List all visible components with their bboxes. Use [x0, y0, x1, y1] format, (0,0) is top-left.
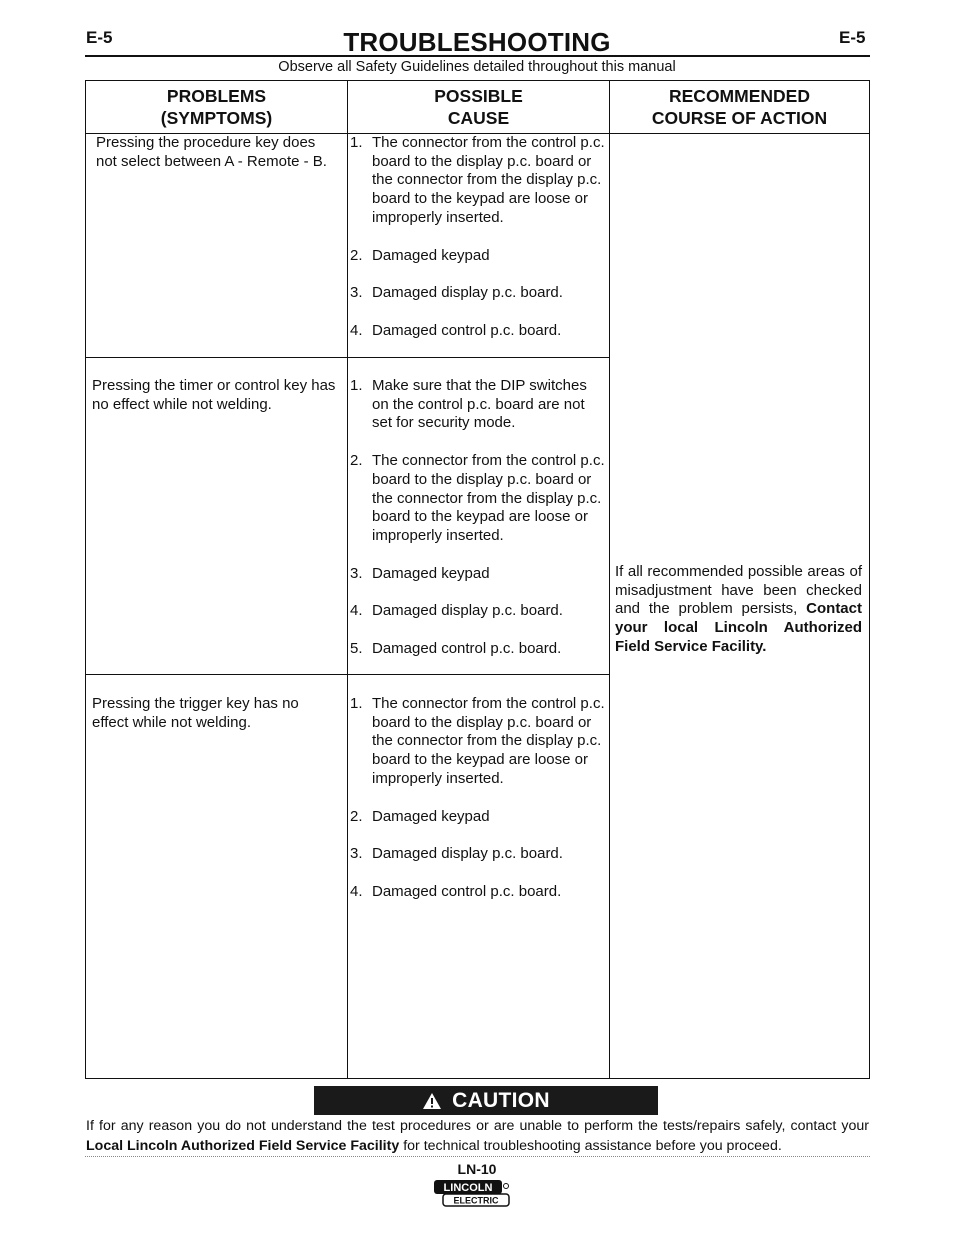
problem-2-line2: no effect while not welding.	[92, 395, 272, 413]
header-action-line2: COURSE OF ACTION	[651, 107, 828, 128]
caution-text-part1: If for any reason you do not understand the test procedures or are unable to perform the tests/repairs safely, contact your	[86, 1118, 869, 1134]
cause-number: 2.	[350, 246, 363, 264]
cause-number: 2.	[350, 452, 363, 470]
caution-text-bold: Local Lincoln Authorized Field Service Facility	[86, 1137, 400, 1154]
cause-item	[350, 602, 606, 621]
cause-number: 1.	[350, 377, 363, 394]
problem-1-line1: Pressing the procedure key does	[96, 134, 316, 151]
cause-list-2	[350, 377, 606, 678]
cause-text: Damaged control p.c. board.	[372, 640, 562, 658]
cause-item	[350, 808, 606, 827]
warning-triangle-icon	[422, 1092, 442, 1110]
cause-text: Damaged display p.c. board.	[372, 602, 563, 620]
page-code-right: E-5	[839, 28, 866, 47]
cause-number: 5.	[350, 640, 363, 658]
cause-list-3	[350, 695, 606, 921]
title-rule	[85, 55, 870, 57]
header-cause-line1: POSSIBLE	[434, 85, 523, 106]
cause-text: Damaged keypad	[372, 564, 490, 582]
header-cause-line2: CAUSE	[447, 107, 510, 128]
problem-3-line2: effect while not welding.	[92, 713, 251, 731]
cause-text: Damaged control p.c. board.	[372, 882, 562, 900]
cause-number: 3.	[350, 845, 363, 863]
cause-item	[350, 640, 606, 659]
cause-number: 3.	[350, 564, 363, 582]
cause-text: Damaged control p.c. board.	[372, 321, 562, 339]
problem-2-line1: Pressing the timer or control key has	[92, 377, 336, 394]
problem-3	[92, 695, 342, 732]
header-action-line1: RECOMMENDED	[669, 85, 810, 106]
cause-item	[350, 322, 606, 341]
cause-text: Damaged display p.c. board.	[372, 845, 563, 863]
lincoln-electric-logo	[433, 1179, 511, 1207]
cause-text: The connector from the control p.c. board to the display p.c. board or the connector from the display p.c. board to the keypad are loose or improperly inserted.	[372, 695, 605, 787]
page-subtitle: Observe all Safety Guidelines detailed throughout this manual	[278, 59, 676, 75]
column-divider-1	[347, 80, 348, 1079]
caution-text-part2: for technical troubleshooting assistance before you proceed.	[403, 1137, 782, 1154]
cause-text: Damaged display p.c. board.	[372, 284, 563, 302]
caution-label: CAUTION	[452, 1088, 550, 1112]
problem-2	[92, 377, 348, 414]
header-problems-line2: (SYMPTOMS)	[160, 107, 273, 128]
cause-item	[350, 565, 606, 584]
problem-3-line1: Pressing the trigger key has no	[92, 695, 299, 712]
footer-rule	[85, 1156, 870, 1157]
header-problems-line1: PROBLEMS	[166, 85, 267, 106]
page-code-left: E-5	[86, 28, 113, 47]
cause-item	[350, 134, 606, 228]
header-cause	[348, 80, 609, 133]
header-problems	[86, 80, 347, 133]
model-number: LN-10	[457, 1161, 497, 1177]
cause-item	[350, 284, 606, 303]
cause-number: 1.	[350, 134, 363, 151]
caution-text	[86, 1117, 869, 1156]
cause-text: Damaged keypad	[372, 246, 490, 264]
action-contact-text: Contact your local Lincoln Authorized Field Service Facility.	[615, 600, 862, 655]
cause-number: 2.	[350, 807, 363, 825]
cause-number: 1.	[350, 695, 363, 712]
cause-item	[350, 452, 606, 546]
problem-1-line2: not select between A - Remote - B.	[96, 152, 327, 170]
problem-1	[96, 134, 346, 171]
header-action	[610, 80, 869, 133]
cause-number: 4.	[350, 882, 363, 900]
logo-text-line2: ELECTRIC	[453, 1195, 499, 1206]
column-divider-2	[609, 80, 610, 1079]
cause-item	[350, 845, 606, 864]
cause-item	[350, 883, 606, 902]
cause-text: The connector from the control p.c. board to the display p.c. board or the connector from the display p.c. board to the keypad are loose or improperly inserted.	[372, 452, 605, 544]
cause-number: 3.	[350, 284, 363, 302]
caution-banner	[314, 1086, 658, 1115]
cause-item	[350, 247, 606, 266]
cause-text: The connector from the control p.c. board to the display p.c. board or the connector from the display p.c. board to the keypad are loose or improperly inserted.	[372, 134, 605, 226]
cause-item	[350, 377, 606, 433]
logo-text-line1: LINCOLN	[443, 1182, 493, 1194]
page-title: TROUBLESHOOTING	[343, 27, 611, 57]
cause-text: Make sure that the DIP switches on the control p.c. board are not set for security mode.	[372, 377, 587, 432]
cause-list-1	[350, 134, 606, 360]
cause-number: 4.	[350, 321, 363, 339]
recommended-action	[615, 563, 862, 657]
cause-number: 4.	[350, 602, 363, 620]
cause-item	[350, 695, 606, 789]
cause-text: Damaged keypad	[372, 807, 490, 825]
action-text: If all recommended possible areas of misadjustment have been checked and the problem persists,	[615, 563, 862, 618]
